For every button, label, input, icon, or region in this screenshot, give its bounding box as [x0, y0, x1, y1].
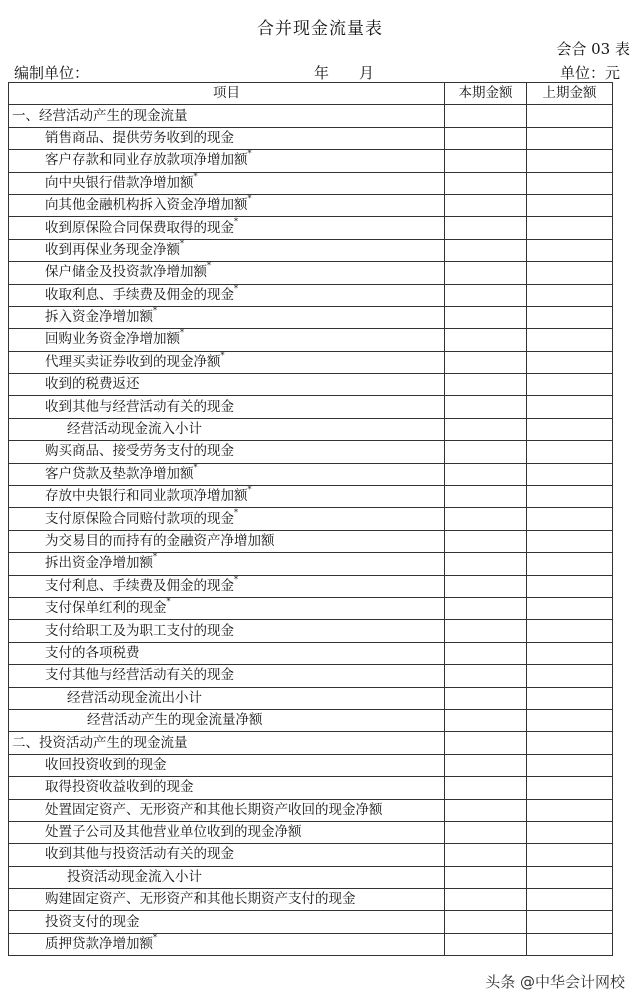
row-label-cell	[9, 844, 445, 866]
current-amount-cell[interactable]	[445, 866, 527, 888]
table-row	[9, 172, 613, 194]
table-row	[9, 351, 613, 373]
row-label: 收回投资收到的现金	[45, 756, 167, 773]
row-label: 支付的各项税费	[45, 644, 140, 661]
footnote-marker: *	[153, 552, 157, 562]
table-row	[9, 306, 613, 328]
previous-amount-cell[interactable]	[527, 418, 613, 440]
table-row	[9, 597, 613, 619]
current-amount-cell[interactable]	[445, 777, 527, 799]
row-label: 支付利息、手续费及佣金的现金	[45, 577, 234, 594]
currency-unit-label: 单位：元	[559, 64, 620, 82]
table-row	[9, 844, 613, 866]
period-label: 年 月	[314, 64, 375, 82]
current-amount-cell[interactable]	[445, 217, 527, 239]
row-label-cell	[9, 172, 445, 194]
row-label-cell	[9, 575, 445, 597]
table-row	[9, 530, 613, 552]
footnote-marker: *	[234, 507, 238, 517]
table-row	[9, 866, 613, 888]
prepared-by-label: 编制单位：	[14, 64, 90, 82]
footnote-marker: *	[234, 284, 238, 293]
table-row	[9, 463, 613, 485]
table-row	[9, 150, 613, 172]
previous-amount-cell[interactable]	[527, 172, 613, 194]
footnote-marker: *	[153, 306, 157, 316]
current-amount-cell[interactable]	[445, 530, 527, 552]
table-row	[9, 889, 613, 911]
current-amount-cell[interactable]	[445, 441, 527, 463]
current-amount-cell[interactable]	[445, 687, 527, 709]
previous-amount-cell[interactable]	[527, 866, 613, 888]
row-label-cell	[9, 418, 445, 440]
current-amount-cell[interactable]	[445, 172, 527, 194]
table-row	[9, 665, 613, 687]
current-amount-cell[interactable]	[445, 575, 527, 597]
row-label: 回购业务资金净增加额	[45, 331, 180, 348]
row-label-cell	[9, 262, 445, 284]
row-label: 支付其他与经营活动有关的现金	[45, 667, 234, 684]
row-label-cell	[9, 463, 445, 485]
form-number: 会合 03 表	[556, 40, 630, 58]
table-row	[9, 418, 613, 440]
previous-amount-cell[interactable]	[527, 889, 613, 911]
row-label-cell	[9, 642, 445, 664]
row-label-cell	[9, 754, 445, 776]
table-row	[9, 486, 613, 508]
previous-amount-cell[interactable]	[527, 777, 613, 799]
previous-amount-cell[interactable]	[527, 575, 613, 597]
current-amount-cell[interactable]	[445, 933, 527, 955]
row-label: 支付原保险合同赔付款项的现金	[45, 510, 234, 527]
row-label: 购建固定资产、无形资产和其他长期资产支付的现金	[45, 891, 356, 908]
row-label-cell	[9, 530, 445, 552]
row-label-cell	[9, 933, 445, 955]
current-amount-cell[interactable]	[445, 911, 527, 933]
previous-amount-cell[interactable]	[527, 262, 613, 284]
footnote-marker: *	[193, 172, 198, 181]
current-amount-cell[interactable]	[445, 351, 527, 373]
row-label-cell	[9, 441, 445, 463]
table-row	[9, 329, 613, 351]
row-label: 拆入资金净增加额	[45, 309, 153, 326]
table-row	[9, 799, 613, 821]
row-label: 销售商品、提供劳务收到的现金	[45, 129, 234, 146]
row-label: 支付给职工及为职工支付的现金	[45, 622, 234, 639]
row-label: 收到原保险合同保费取得的现金	[45, 219, 234, 236]
row-label-cell	[9, 284, 445, 306]
footnote-marker: *	[247, 149, 252, 159]
row-label-cell	[9, 374, 445, 396]
previous-amount-cell[interactable]	[527, 553, 613, 575]
row-label: 投资支付的现金	[45, 913, 140, 930]
previous-amount-cell[interactable]	[527, 239, 613, 261]
row-label: 拆出资金净增加额	[45, 555, 153, 572]
row-label: 收取利息、手续费及佣金的现金	[45, 286, 234, 303]
current-amount-cell[interactable]	[445, 799, 527, 821]
row-label: 向中央银行借款净增加额	[45, 174, 194, 191]
row-label: 处置固定资产、无形资产和其他长期资产收回的现金净额	[45, 801, 383, 818]
column-header-previous: 上期金额	[527, 83, 613, 105]
row-label-cell	[9, 911, 445, 933]
previous-amount-cell[interactable]	[527, 150, 613, 172]
row-label-cell	[9, 821, 445, 843]
current-amount-cell[interactable]	[445, 262, 527, 284]
previous-amount-cell[interactable]	[527, 351, 613, 373]
current-amount-cell[interactable]	[445, 709, 527, 731]
current-amount-cell[interactable]	[445, 508, 527, 530]
row-label-cell	[9, 150, 445, 172]
row-label-cell	[9, 665, 445, 687]
previous-amount-cell[interactable]	[527, 284, 613, 306]
table-row	[9, 821, 613, 843]
previous-amount-cell[interactable]	[527, 799, 613, 821]
current-amount-cell[interactable]	[445, 754, 527, 776]
row-label-cell	[9, 732, 445, 754]
current-amount-cell[interactable]	[445, 306, 527, 328]
current-amount-cell[interactable]	[445, 194, 527, 216]
table-row	[9, 642, 613, 664]
table-row	[9, 709, 613, 731]
row-label-cell	[9, 553, 445, 575]
row-label: 代理买卖证券收到的现金净额	[45, 353, 221, 370]
footnote-marker: *	[180, 239, 184, 248]
table-row	[9, 777, 613, 799]
row-label: 质押贷款净增加额	[45, 936, 153, 953]
row-label-cell	[9, 217, 445, 239]
previous-amount-cell[interactable]	[527, 911, 613, 933]
current-amount-cell[interactable]	[445, 665, 527, 687]
footnote-marker: *	[234, 575, 238, 584]
table-row	[9, 553, 613, 575]
current-amount-cell[interactable]	[445, 889, 527, 911]
current-amount-cell[interactable]	[445, 239, 527, 261]
row-label: 为交易目的而持有的金融资产净增加额	[45, 533, 275, 549]
row-label: 支付保单红利的现金	[45, 600, 167, 617]
current-amount-cell[interactable]	[445, 844, 527, 866]
row-label-cell	[9, 486, 445, 508]
row-label: 收到其他与经营活动有关的现金	[45, 398, 234, 415]
row-label: 购买商品、接受劳务支付的现金	[45, 443, 234, 460]
current-amount-cell[interactable]	[445, 553, 527, 575]
table-row	[9, 508, 613, 530]
table-row	[9, 105, 613, 127]
row-label: 取得投资收益收到的现金	[45, 779, 194, 796]
row-label-cell	[9, 866, 445, 888]
row-label: 经营活动现金流出小计	[67, 689, 202, 706]
footnote-marker: *	[207, 261, 211, 271]
column-header-item: 项目	[9, 83, 445, 105]
row-label: 收到再保业务现金净额	[45, 241, 180, 258]
current-amount-cell[interactable]	[445, 105, 527, 127]
row-label: 处置子公司及其他营业单位收到的现金净额	[45, 824, 302, 841]
row-label-cell	[9, 105, 445, 127]
table-header-row	[9, 83, 613, 105]
table-row	[9, 284, 613, 306]
previous-amount-cell[interactable]	[527, 665, 613, 687]
current-amount-cell[interactable]	[445, 821, 527, 843]
row-label-cell	[9, 396, 445, 418]
previous-amount-cell[interactable]	[527, 194, 613, 216]
table-row	[9, 396, 613, 418]
table-row	[9, 127, 613, 149]
current-amount-cell[interactable]	[445, 150, 527, 172]
row-label-cell	[9, 351, 445, 373]
current-amount-cell[interactable]	[445, 463, 527, 485]
previous-amount-cell[interactable]	[527, 374, 613, 396]
table-row	[9, 732, 613, 754]
row-label: 投资活动现金流入小计	[67, 868, 202, 885]
current-amount-cell[interactable]	[445, 620, 527, 642]
row-label: 经营活动现金流入小计	[67, 421, 202, 438]
table-row	[9, 754, 613, 776]
row-label: 客户贷款及垫款净增加额	[45, 465, 194, 482]
previous-amount-cell[interactable]	[527, 441, 613, 463]
previous-amount-cell[interactable]	[527, 620, 613, 642]
table-row	[9, 262, 613, 284]
table-row	[9, 687, 613, 709]
previous-amount-cell[interactable]	[527, 754, 613, 776]
previous-amount-cell[interactable]	[527, 844, 613, 866]
row-label: 收到其他与投资活动有关的现金	[45, 846, 234, 863]
previous-amount-cell[interactable]	[527, 396, 613, 418]
footnote-marker: *	[166, 597, 171, 607]
current-amount-cell[interactable]	[445, 329, 527, 351]
previous-amount-cell[interactable]	[527, 642, 613, 664]
table-row	[9, 239, 613, 261]
row-label-cell	[9, 799, 445, 821]
current-amount-cell[interactable]	[445, 396, 527, 418]
previous-amount-cell[interactable]	[527, 821, 613, 843]
previous-amount-cell[interactable]	[527, 306, 613, 328]
previous-amount-cell[interactable]	[527, 687, 613, 709]
current-amount-cell[interactable]	[445, 374, 527, 396]
previous-amount-cell[interactable]	[527, 597, 613, 619]
previous-amount-cell[interactable]	[527, 933, 613, 955]
current-amount-cell[interactable]	[445, 642, 527, 664]
column-header-current: 本期金额	[445, 83, 527, 105]
row-label: 存放中央银行和同业款项净增加额	[45, 488, 248, 505]
row-label-cell	[9, 687, 445, 709]
previous-amount-cell[interactable]	[527, 732, 613, 754]
row-label-cell	[9, 508, 445, 530]
footnote-marker: *	[234, 216, 238, 226]
row-label: 一、经营活动产生的现金流量	[12, 107, 188, 124]
row-label: 二、投资活动产生的现金流量	[12, 734, 188, 751]
current-amount-cell[interactable]	[445, 732, 527, 754]
previous-amount-cell[interactable]	[527, 530, 613, 552]
previous-amount-cell[interactable]	[527, 105, 613, 127]
row-label: 收到的税费返还	[45, 376, 140, 393]
meta-row	[0, 62, 640, 84]
table-row	[9, 194, 613, 216]
row-label: 客户存款和同业存放款项净增加额	[45, 152, 248, 169]
footnote-marker: *	[247, 194, 252, 204]
row-label-cell	[9, 329, 445, 351]
current-amount-cell[interactable]	[445, 486, 527, 508]
row-label-cell	[9, 889, 445, 911]
watermark: 头条 @中华会计网校	[482, 970, 628, 993]
previous-amount-cell[interactable]	[527, 508, 613, 530]
table-row	[9, 933, 613, 955]
table-row	[9, 911, 613, 933]
row-label-cell	[9, 597, 445, 619]
footnote-marker: *	[247, 485, 252, 495]
previous-amount-cell[interactable]	[527, 329, 613, 351]
current-amount-cell[interactable]	[445, 597, 527, 619]
row-label-cell	[9, 239, 445, 261]
footnote-marker: *	[220, 351, 225, 360]
current-amount-cell[interactable]	[445, 418, 527, 440]
row-label-cell	[9, 777, 445, 799]
table-row	[9, 217, 613, 239]
table-row	[9, 441, 613, 463]
row-label: 向其他金融机构拆入资金净增加额	[45, 197, 248, 214]
footnote-marker: *	[180, 328, 184, 338]
previous-amount-cell[interactable]	[527, 486, 613, 508]
row-label: 保户储金及投资款净增加额	[45, 264, 207, 281]
previous-amount-cell[interactable]	[527, 127, 613, 149]
previous-amount-cell[interactable]	[527, 463, 613, 485]
footnote-marker: *	[193, 463, 198, 472]
footnote-marker: *	[153, 933, 157, 943]
table-row	[9, 620, 613, 642]
current-amount-cell[interactable]	[445, 284, 527, 306]
row-label-cell	[9, 127, 445, 149]
table-row	[9, 374, 613, 396]
row-label-cell	[9, 194, 445, 216]
cash-flow-table	[8, 82, 613, 956]
previous-amount-cell[interactable]	[527, 217, 613, 239]
row-label-cell	[9, 306, 445, 328]
row-label-cell	[9, 709, 445, 731]
current-amount-cell[interactable]	[445, 127, 527, 149]
table-row	[9, 575, 613, 597]
page-title: 合并现金流量表	[257, 19, 383, 39]
row-label-cell	[9, 620, 445, 642]
previous-amount-cell[interactable]	[527, 709, 613, 731]
row-label: 经营活动产生的现金流量净额	[87, 712, 263, 729]
